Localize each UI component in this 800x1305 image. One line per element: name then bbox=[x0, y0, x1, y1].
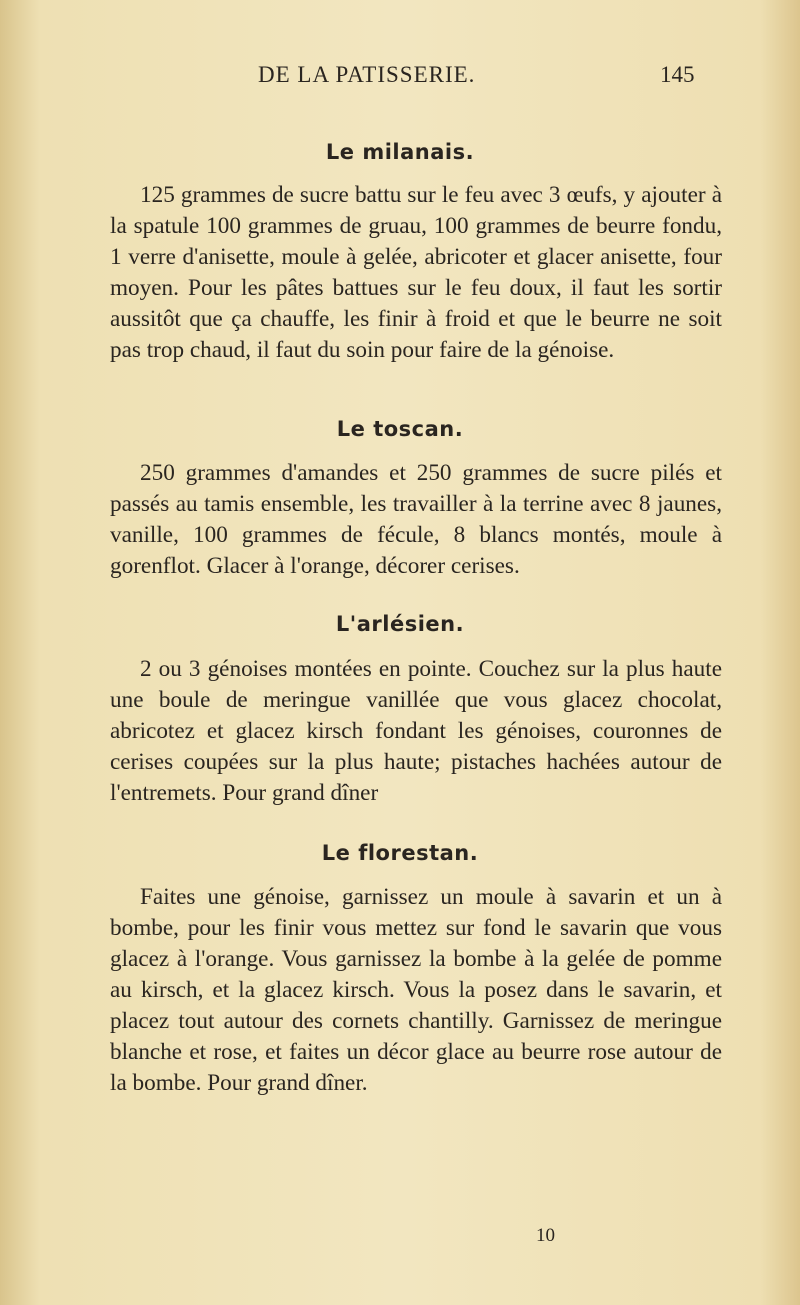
recipe-paragraph: 250 grammes d'amandes et 250 grammes de sucre pilés et passés au tamis ensemble, les travailler à la terrine avec 8 jaunes, vanille, 100 grammes de fécule, 8 blancs montés, moule à gorenflot. Glacer à l'orange, décorer cerises. bbox=[110, 460, 722, 579]
running-head-title: DE LA PATISSERIE. bbox=[258, 62, 476, 87]
recipe-paragraph: 125 grammes de sucre battu sur le feu avec 3 œufs, y ajouter à la spatule 100 grammes de gruau, 100 grammes de beurre fondu, 1 verre d'anisette, moule à gelée, abricoter et glacer anisette, four moyen. Pour les pâtes battues sur le feu doux, il faut les sortir aussitôt que ça chauffe, les finir à froid et que le beurre ne soit pas trop chaud, il faut du soin pour faire de la génoise. bbox=[110, 182, 722, 363]
running-head bbox=[0, 62, 800, 92]
recipe-text-milanais bbox=[110, 180, 722, 366]
recipe-title-milanais: Le milanais. bbox=[325, 140, 475, 164]
recipe-title-florestan: Le florestan. bbox=[321, 841, 479, 865]
recipe-text-arlesien bbox=[110, 654, 722, 809]
recipe-paragraph: 2 ou 3 génoises montées en pointe. Couchez sur la plus haute une boule de meringue vanillée que vous glacez chocolat, abricotez et glacez kirsch fondant les génoises, couronnes de cerises coupées sur la plus haute; pistaches hachées autour de l'entremets. Pour grand dîner bbox=[110, 656, 722, 806]
recipe-title-toscan: Le toscan. bbox=[336, 417, 464, 441]
recipe-text-florestan bbox=[110, 882, 722, 1099]
recipe-paragraph: Faites une génoise, garnissez un moule à savarin et un à bombe, pour les finir vous mettez sur fond le savarin que vous glacez à l'orange. Vous garnissez la bombe à la gelée de pomme au kirsch, et la glacez kirsch. Vous la posez dans le savarin, et placez tout autour des cornets chantilly. Garnissez de meringue blanche et rose, et faites un décor glace au beurre rose autour de la bombe. Pour grand dîner. bbox=[110, 884, 722, 1096]
recipe-title-arlesien: L'arlésien. bbox=[335, 612, 465, 636]
signature-mark: 10 bbox=[536, 1225, 555, 1246]
recipe-text-toscan bbox=[110, 458, 722, 582]
page-number: 145 bbox=[660, 62, 695, 87]
